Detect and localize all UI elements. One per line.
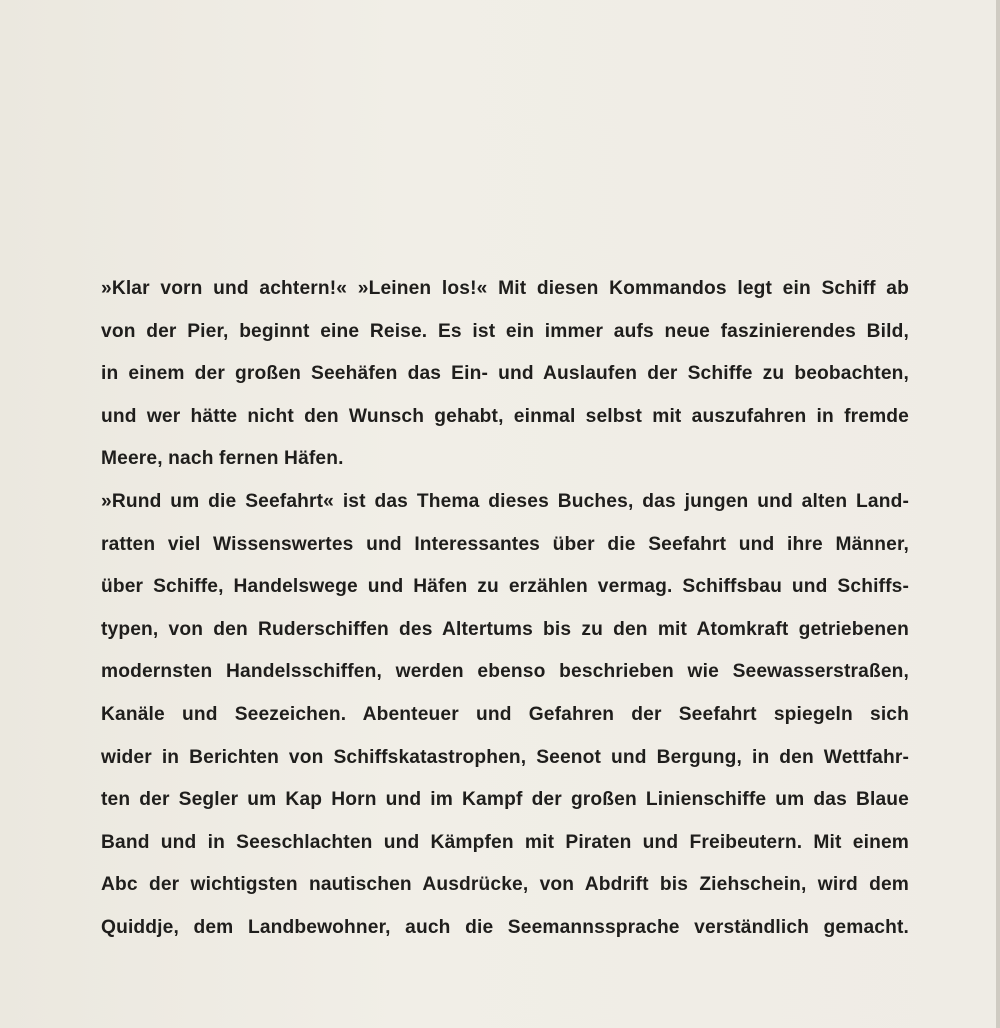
text-line: Quiddje, dem Landbewohner, auch die Seemannssprache verständlich gemacht. [101,916,909,938]
text-line: ratten viel Wissenswertes und Interessantes über die Seefahrt und ihre Männer, [101,533,909,555]
blurb-paragraph-2 [101,481,909,950]
text-line: typen, von den Ruderschiffen des Altertums bis zu den mit Atomkraft getriebenen [101,618,909,640]
text-line: »Klar vorn und achtern!« »Leinen los!« Mit diesen Kommandos legt ein Schiff ab [101,278,909,299]
blurb-text [101,268,909,950]
cover-edge [996,0,1000,1028]
text-line: modernsten Handelsschiffen, werden ebenso beschrieben wie Seewasserstraßen, [101,661,909,683]
blurb-paragraph-1 [101,268,909,481]
text-line: und wer hätte nicht den Wunsch gehabt, einmal selbst mit auszufahren in fremde [101,405,909,427]
text-line: Kanäle und Seezeichen. Abenteuer und Gefahren der Seefahrt spiegeln sich [101,703,909,725]
text-line: Band und in Seeschlachten und Kämpfen mit Piraten und Freibeutern. Mit einem [101,831,909,853]
text-line: über Schiffe, Handelswege und Häfen zu erzählen vermag. Schiffsbau und Schiffs- [101,576,909,598]
text-line: in einem der großen Seehäfen das Ein- und Auslaufen der Schiffe zu beobachten, [101,363,909,385]
text-line: ten der Segler um Kap Horn und im Kampf der großen Linienschiffe um das Blaue [101,789,909,811]
text-line: Abc der wichtigsten nautischen Ausdrücke, von Abdrift bis Ziehschein, wird dem [101,874,909,896]
text-line: »Rund um die Seefahrt« ist das Thema dieses Buches, das jungen und alten Land- [101,490,909,512]
text-line: wider in Berichten von Schiffskatastrophen, Seenot und Bergung, in den Wettfahr- [101,746,909,768]
text-line: von der Pier, beginnt eine Reise. Es ist ein immer aufs neue faszinierendes Bild, [101,320,909,342]
text-line: Meere, nach fernen Häfen. [101,448,344,470]
